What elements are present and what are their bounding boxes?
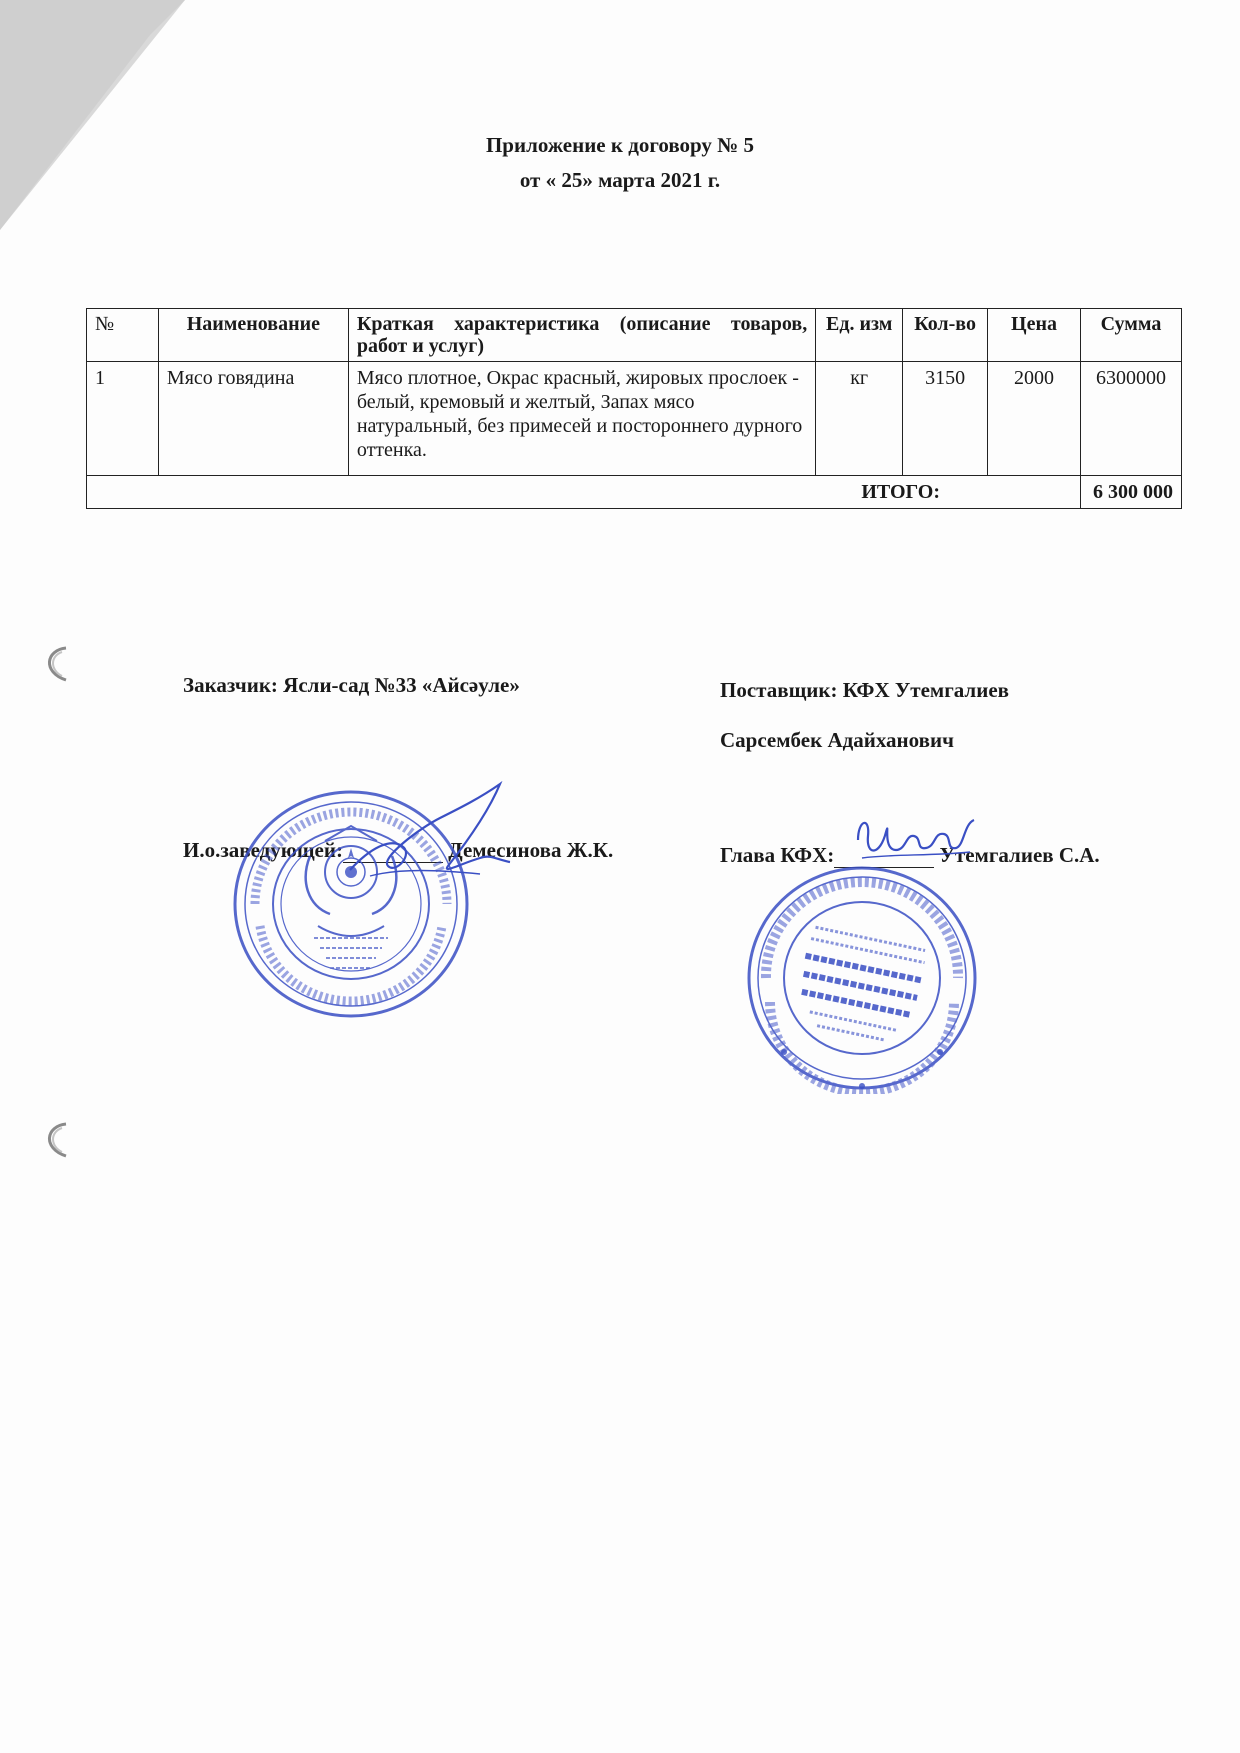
column-header-qty: Кол-во <box>903 309 988 362</box>
goods-table <box>86 308 1182 509</box>
cell-num: 1 <box>87 362 159 476</box>
total-value: 6 300 000 <box>1081 476 1182 509</box>
column-header-num: № <box>87 309 159 362</box>
table-header-row <box>87 309 1182 362</box>
cell-qty: 3150 <box>903 362 988 476</box>
column-header-price: Цена <box>988 309 1081 362</box>
table-total-row <box>87 476 1182 509</box>
supplier-label-line2: Сарсембек Адайханович <box>720 728 954 752</box>
cell-sum: 6300000 <box>1081 362 1182 476</box>
cell-name: Мясо говядина <box>158 362 348 476</box>
customer-signature-icon <box>330 778 530 888</box>
document-date: от « 25» марта 2021 г. <box>519 168 721 192</box>
document-title: Приложение к договору № 5 <box>485 133 755 157</box>
punch-hole-icon <box>36 1116 76 1164</box>
supplier-signature-icon <box>852 810 982 870</box>
column-header-unit: Ед. изм <box>816 309 903 362</box>
cell-price: 2000 <box>988 362 1081 476</box>
supplier-stamp-icon <box>744 862 980 1094</box>
column-header-sum: Сумма <box>1081 309 1182 362</box>
supplier-signer-prefix: Глава КФХ: <box>720 843 835 867</box>
customer-signer-name: Демесинова Ж.К. <box>448 838 614 862</box>
cell-description: Мясо плотное, Окрас красный, жировых прослоек - белый, кремовый и желтый, Запах мясо натуральный, без примесей и постороннего дурного оттенка. <box>348 362 815 476</box>
total-label: ИТОГО: <box>87 476 1081 509</box>
customer-signer-prefix: И.о.заведующей: <box>183 838 343 862</box>
supplier-signer-name: Утемгалиев С.А. <box>939 843 1100 867</box>
cell-unit: кг <box>816 362 903 476</box>
customer-label: Заказчик: Ясли-сад №33 «Айсәуле» <box>183 673 520 697</box>
column-header-description: Краткая характеристика (описание товаров, работ и услуг) <box>348 309 815 362</box>
punch-hole-icon <box>36 640 76 688</box>
column-header-name: Наименование <box>158 309 348 362</box>
supplier-label-line1: Поставщик: КФХ Утемгалиев <box>720 678 1009 702</box>
folded-corner <box>0 0 220 240</box>
table-row <box>87 362 1182 476</box>
